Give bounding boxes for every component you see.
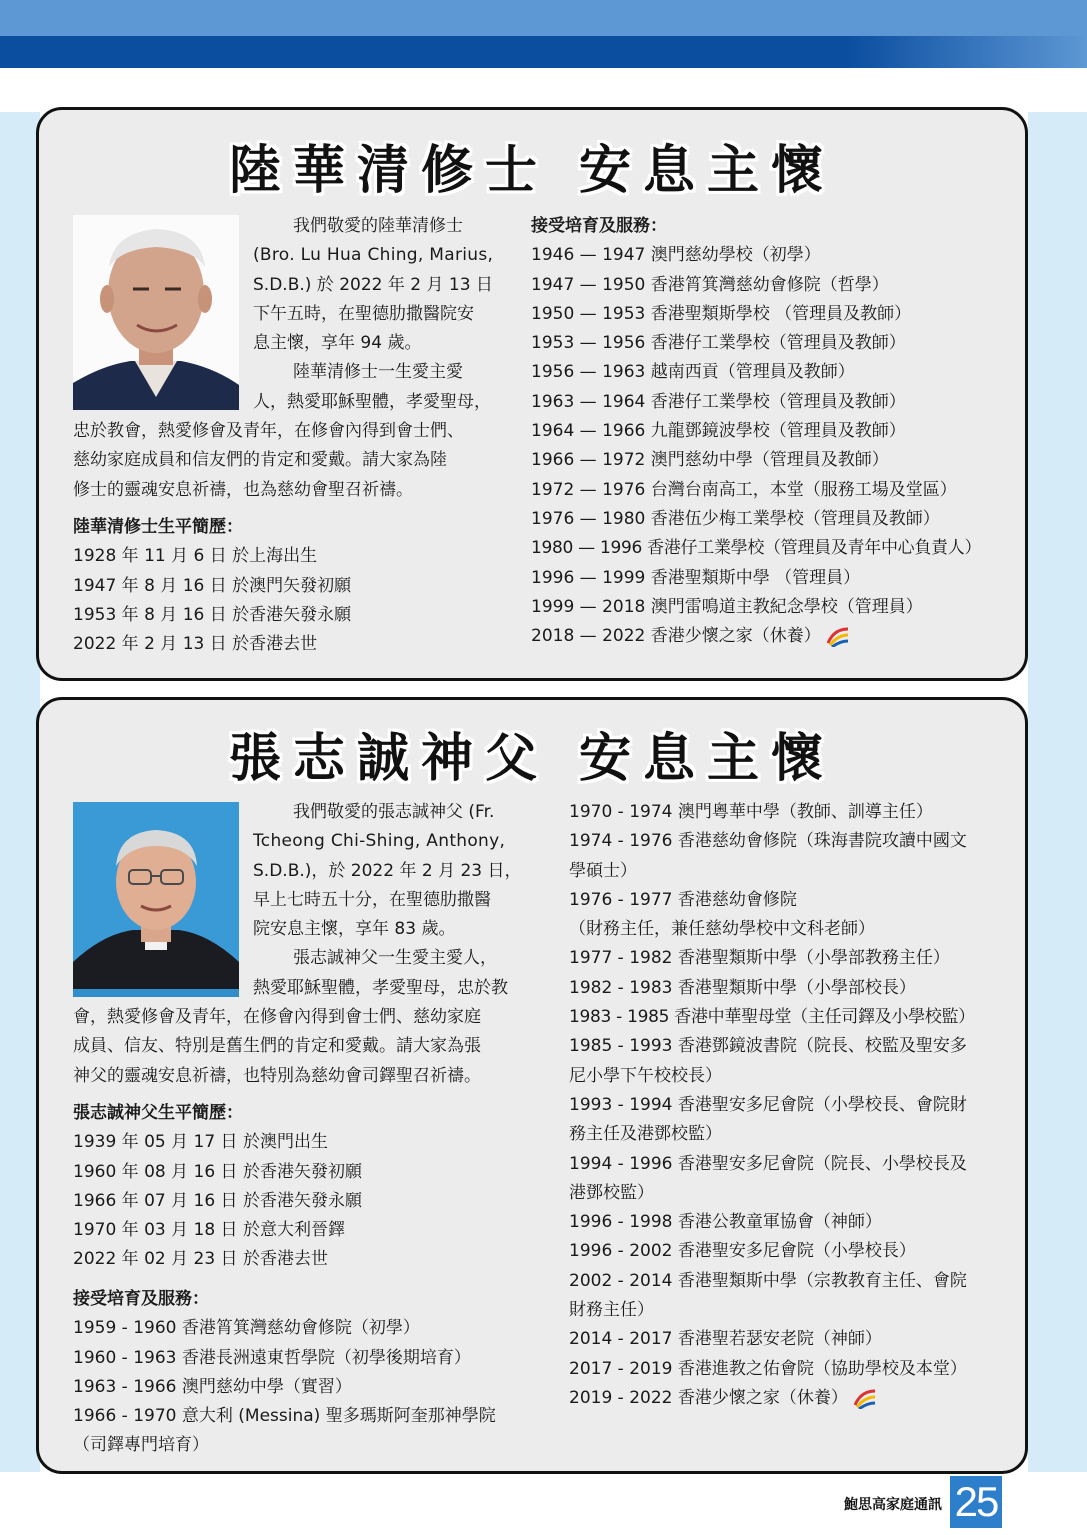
service-item: 1972 — 1976 台灣台南高工，本堂（服務工場及堂區） xyxy=(531,479,957,500)
service-item: 1959 - 1960 香港筲箕灣慈幼會修院（初學） xyxy=(73,1318,420,1339)
service-section-right xyxy=(569,798,975,1413)
service-item: 1982 - 1983 香港聖類斯中學（小學部校長） xyxy=(569,977,916,998)
intro-line: 成員、信友、特別是舊生們的肯定和愛戴。請大家為張 xyxy=(73,1036,481,1057)
bio-item: 1960 年 08 月 16 日 於香港矢發初願 xyxy=(73,1161,362,1182)
publication-name: 鮑思高家庭通訊 xyxy=(844,1497,942,1513)
service-item: 1966 - 1970 意大利 (Messina) 聖多瑪斯阿奎那神學院 xyxy=(73,1406,496,1427)
salesian-logo-icon xyxy=(826,625,850,647)
service-item: 學碩士） xyxy=(569,860,637,881)
intro-line: 修士的靈魂安息祈禱，也為慈幼會聖召祈禱。 xyxy=(73,479,413,500)
intro-paragraph-continued xyxy=(73,417,464,505)
side-strip-left xyxy=(0,112,40,1472)
service-item: 1977 - 1982 香港聖類斯中學（小學部教務主任） xyxy=(569,948,950,969)
portrait-photo xyxy=(73,215,239,410)
bio-section xyxy=(73,1099,362,1275)
service-item: 財務主任） xyxy=(569,1300,654,1321)
service-item: 1985 - 1993 香港鄧鏡波書院（院長、校監及聖安多 xyxy=(569,1036,967,1057)
side-strip-right xyxy=(1028,112,1087,1472)
service-item: 1994 - 1996 香港聖安多尼會院（院長、小學校長及 xyxy=(569,1153,967,1174)
service-item: 2014 - 2017 香港聖若瑟安老院（神師） xyxy=(569,1329,882,1350)
bio-item: 1953 年 8 月 16 日 於香港矢發永願 xyxy=(73,604,352,625)
service-item: 1953 — 1956 香港仔工業學校（管理員及教師） xyxy=(531,333,906,354)
service-item: 2002 - 2014 香港聖類斯中學（宗教教育主任、會院 xyxy=(569,1270,967,1291)
intro-paragraph-continued xyxy=(73,1003,481,1091)
service-item: （財務主任，兼任慈幼學校中文科老師） xyxy=(569,919,875,940)
service-section xyxy=(531,212,981,651)
intro-line: 人，熱愛耶穌聖體，孝愛聖母， xyxy=(253,391,491,412)
intro-line: 熱愛耶穌聖體，孝愛聖母，忠於教 xyxy=(253,977,508,998)
service-item: 1983 - 1985 香港中華聖母堂（主任司鐸及小學校監） xyxy=(569,1007,975,1028)
service-item: （司鐸專門培育） xyxy=(73,1435,209,1456)
intro-line: S.D.B.)，於 2022 年 2 月 23 日， xyxy=(253,860,522,881)
bio-item: 1970 年 03 月 18 日 於意大利晉鐸 xyxy=(73,1220,345,1241)
service-item: 1976 — 1980 香港伍少梅工業學校（管理員及教師） xyxy=(531,508,940,529)
intro-line: 陸華清修士一生愛主愛 xyxy=(293,362,463,383)
obituary-panel-tcheong xyxy=(36,697,1028,1474)
intro-line: 我們敬愛的陸華清修士 xyxy=(293,216,463,236)
service-item: 1970 - 1974 澳門粵華中學（教師、訓導主任） xyxy=(569,802,933,822)
bio-section xyxy=(73,513,351,659)
portrait-photo xyxy=(73,802,239,997)
obituary-panel-lu xyxy=(36,107,1028,681)
service-item: 1996 — 1999 香港聖類斯中學 （管理員） xyxy=(531,567,861,588)
service-heading: 接受培育及服務： xyxy=(73,1289,209,1309)
intro-line: 神父的靈魂安息祈禱，也特別為慈幼會司鐸聖召祈禱。 xyxy=(73,1065,481,1086)
page-number: 25 xyxy=(954,1478,998,1525)
panel-title: 陸華清修士 安息主懷 xyxy=(228,141,836,201)
intro-line: 慈幼家庭成員和信友們的肯定和愛戴。請大家為陸 xyxy=(73,450,447,471)
header-band-dark xyxy=(0,36,1087,68)
service-item: 1976 - 1977 香港慈幼會修院 xyxy=(569,889,797,910)
page-number-box xyxy=(950,1476,1002,1528)
intro-paragraph xyxy=(253,212,493,417)
service-item: 1966 — 1972 澳門慈幼中學（管理員及教師） xyxy=(531,450,889,471)
service-item: 1947 — 1950 香港筲箕灣慈幼會修院（哲學） xyxy=(531,274,889,295)
bio-item: 1928 年 11 月 6 日 於上海出生 xyxy=(73,546,318,567)
service-item: 1999 — 2018 澳門雷鳴道主教紀念學校（管理員） xyxy=(531,596,923,617)
bio-item: 2022 年 2 月 13 日 於香港去世 xyxy=(73,634,318,655)
intro-line: 張志誠神父一生愛主愛人， xyxy=(293,948,497,969)
bio-heading: 陸華清修士生平簡歷： xyxy=(73,517,243,537)
service-item: 務主任及港鄧校監） xyxy=(569,1124,722,1145)
service-item: 1956 — 1963 越南西貢（管理員及教師） xyxy=(531,362,855,383)
service-item: 1996 - 1998 香港公教童軍協會（神師） xyxy=(569,1212,882,1233)
bio-item: 2022 年 02 月 23 日 於香港去世 xyxy=(73,1249,328,1270)
service-item: 1950 — 1953 香港聖類斯學校 （管理員及教師） xyxy=(531,303,912,324)
service-item: 尼小學下午校校長） xyxy=(569,1065,722,1086)
intro-line: 忠於教會，熱愛修會及青年，在修會內得到會士們、 xyxy=(73,421,464,441)
intro-line: 我們敬愛的張志誠神父 (Fr. xyxy=(293,802,495,822)
intro-line: 早上七時五十分，在聖德肋撒醫 xyxy=(253,889,491,910)
intro-line: Tcheong Chi-Shing, Anthony, xyxy=(253,831,506,852)
intro-line: (Bro. Lu Hua Ching, Marius, xyxy=(253,245,494,266)
service-item: 港鄧校監） xyxy=(569,1182,654,1203)
service-item: 1974 - 1976 香港慈幼會修院（珠海書院攻讀中國文 xyxy=(569,831,967,852)
intro-line: 院安息主懷，享年 83 歲。 xyxy=(253,919,456,940)
service-item: 1946 — 1947 澳門慈幼學校（初學） xyxy=(531,245,821,266)
service-heading: 接受培育及服務： xyxy=(531,216,667,236)
bio-item: 1966 年 07 月 16 日 於香港矢發永願 xyxy=(73,1190,362,1211)
intro-paragraph xyxy=(253,798,522,1003)
service-item: 2017 - 2019 香港進教之佑會院（協助學校及本堂） xyxy=(569,1358,967,1379)
service-item: 1963 — 1964 香港仔工業學校（管理員及教師） xyxy=(531,391,906,412)
service-item: 2019 - 2022 香港少懷之家（休養） xyxy=(569,1387,848,1408)
panel-title: 張志誠神父 安息主懷 xyxy=(228,729,836,789)
header-band-light xyxy=(0,0,1087,36)
bio-item: 1939 年 05 月 17 日 於澳門出生 xyxy=(73,1132,328,1153)
intro-line: 會，熱愛修會及青年，在修會內得到會士們、慈幼家庭 xyxy=(73,1007,481,1027)
bio-item: 1947 年 8 月 16 日 於澳門矢發初願 xyxy=(73,575,352,596)
service-item: 2018 — 2022 香港少懷之家（休養） xyxy=(531,626,821,647)
service-item: 1963 - 1966 澳門慈幼中學（實習） xyxy=(73,1376,352,1397)
intro-line: 下午五時，在聖德肋撒醫院安 xyxy=(253,303,474,324)
service-item: 1980 — 1996 香港仔工業學校（管理員及青年中心負責人） xyxy=(531,538,982,559)
salesian-logo-icon xyxy=(853,1387,877,1409)
bio-heading: 張志誠神父生平簡歷： xyxy=(73,1103,243,1123)
intro-line: S.D.B.) 於 2022 年 2 月 13 日 xyxy=(253,274,493,295)
service-item: 1964 — 1966 九龍鄧鏡波學校（管理員及教師） xyxy=(531,421,906,442)
service-section-left xyxy=(73,1285,496,1461)
service-item: 1993 - 1994 香港聖安多尼會院（小學校長、會院財 xyxy=(569,1094,967,1115)
intro-line: 息主懷，享年 94 歲。 xyxy=(253,333,422,354)
service-item: 1960 - 1963 香港長洲遠東哲學院（初學後期培育） xyxy=(73,1347,471,1368)
service-item: 1996 - 2002 香港聖安多尼會院（小學校長） xyxy=(569,1241,916,1262)
